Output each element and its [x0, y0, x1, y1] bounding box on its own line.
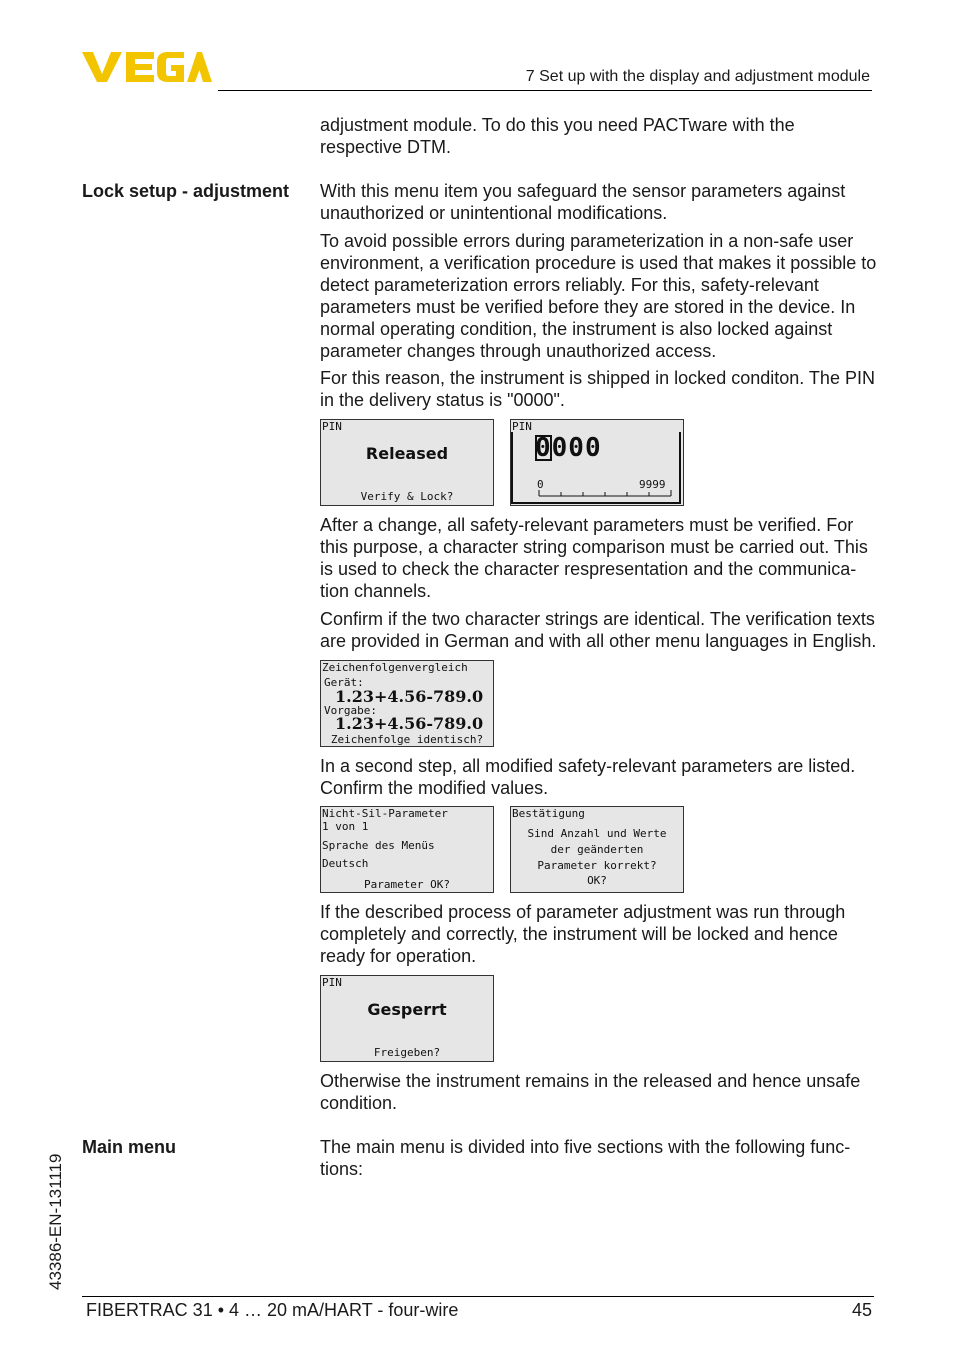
lock-setup-paragraph-8: Otherwise the instrument remains in the released and hence unsafe condition. — [320, 1071, 861, 1113]
lcd-title: Nicht-Sil-Parameter — [322, 807, 448, 820]
non-sil-param-name: Sprache des Menüs — [322, 839, 435, 852]
pin-scale-min: 0 — [537, 478, 544, 491]
pin-cursor — [535, 435, 552, 461]
document-number: 43386-EN-131119 — [46, 1153, 65, 1290]
lcd-title: Bestätigung — [512, 807, 585, 820]
non-sil-counter: 1 von 1 — [322, 820, 369, 833]
main-menu-heading: Main menu — [82, 1137, 177, 1157]
pin-scale-bar — [511, 486, 683, 500]
lcd-title: Zeichenfolgenvergleich — [322, 661, 468, 674]
pin-value: 0000 — [535, 433, 602, 463]
lock-setup-paragraph-4: After a change, all safety-relevant parameters must be verified. For this purpose, a character string comparison must be carried out. This is used to check the character respresentation and the communica-tion channels. — [320, 515, 868, 601]
lock-setup-paragraph-7: If the described process of parameter adjustment was run through completely and correctly, the instrument will be locked and hence ready for operation. — [320, 902, 846, 966]
header-section-title: 7 Set up with the display and adjustment module — [525, 68, 870, 85]
lock-setup-paragraph-2: To avoid possible errors during parameterization in a non-safe user environment, a verification procedure is used that makes it possible to detect parameterization errors reliably. For this, safety-relevant parameters must be verified before they are stored in the device. In normal operating condition, the instrument is also locked against parameter changes through unauthorized access. — [320, 231, 877, 361]
compare-prompt: Zeichenfolge identisch? — [330, 733, 484, 746]
pin-scale-max: 9999 — [639, 478, 666, 491]
compare-device-value: 1.23+4.56-789.0 — [335, 687, 484, 706]
confirm-line-4: OK? — [587, 874, 607, 887]
lock-setup-heading: Lock setup - adjustment — [82, 181, 290, 201]
lcd-screen-locked — [320, 975, 494, 1062]
footer-product: FIBERTRAC 31 • 4 … 20 mA/HART - four-wire — [86, 1300, 459, 1320]
lcd-screen-non-sil-parameter — [320, 806, 494, 893]
confirm-line-1: Sind Anzahl und Werte — [527, 827, 667, 840]
lcd-status: Released — [365, 444, 449, 463]
confirm-line-3: Parameter korrekt? — [537, 859, 657, 872]
non-sil-param-value: Deutsch — [322, 857, 369, 870]
lock-setup-paragraph-6: In a second step, all modified safety-relevant parameters are listed. Confirm the modified values. — [320, 756, 856, 798]
page-number: 45 — [851, 1300, 872, 1320]
lcd-screen-released — [320, 419, 494, 506]
compare-target-value: 1.23+4.56-789.0 — [335, 714, 484, 733]
lcd-screen-confirmation — [510, 806, 684, 893]
lcd-status: Gesperrt — [367, 1000, 447, 1019]
lcd-title: PIN — [512, 420, 532, 433]
lcd-prompt: Verify & Lock? — [360, 490, 454, 503]
lcd-prompt: Freigeben? — [373, 1046, 441, 1059]
lock-setup-paragraph-3: For this reason, the instrument is shipped in locked conditon. The PIN in the delivery status is "0000". — [320, 368, 875, 410]
lcd-title: PIN — [322, 420, 342, 433]
intro-paragraph: adjustment module. To do this you need PACTware with the respective DTM. — [320, 115, 795, 157]
compare-device-label: Gerät: — [324, 676, 364, 689]
lock-setup-paragraph-1: With this menu item you safeguard the sensor parameters against unauthorized or unintentional modifications. — [320, 181, 846, 223]
main-menu-paragraph: The main menu is divided into five sections with the following func-tions: — [320, 1137, 851, 1179]
non-sil-prompt: Parameter OK? — [363, 878, 451, 891]
header-divider — [218, 90, 872, 91]
lcd-title: PIN — [322, 976, 342, 989]
lcd-screen-string-compare — [320, 660, 494, 747]
confirm-line-2: der geänderten — [550, 843, 644, 856]
footer-divider — [82, 1296, 874, 1297]
lcd-screen-pin-entry — [510, 419, 684, 506]
lock-setup-paragraph-5: Confirm if the two character strings are identical. The verification texts are provided in German and with all other menu languages in English. — [320, 609, 877, 651]
compare-target-label: Vorgabe: — [324, 704, 377, 717]
vega-logo — [82, 50, 212, 84]
